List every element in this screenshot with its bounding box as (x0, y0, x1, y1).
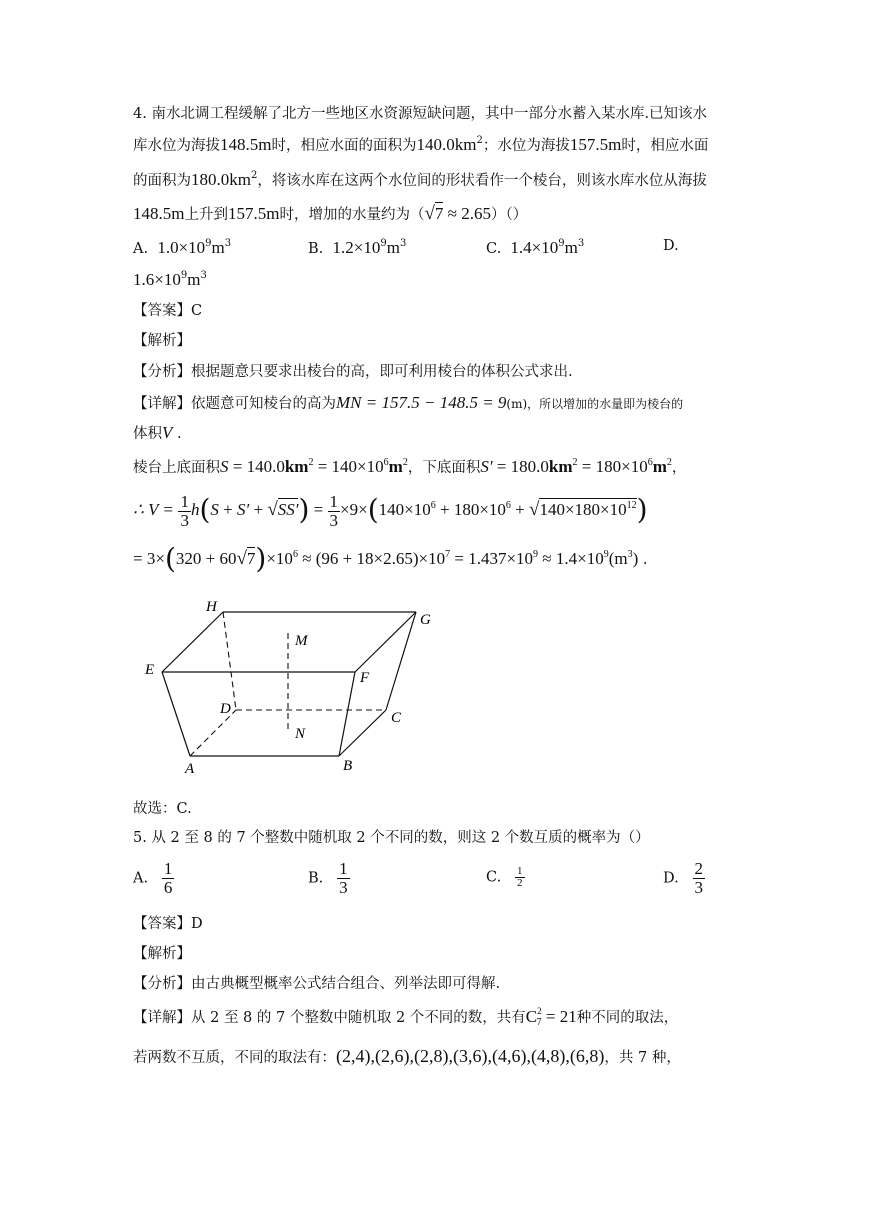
q4-line3: 的面积为$180.0km^2$，将该水库在这两个水位间的形状看作一个棱台，则该水库水位从海拔 (133, 170, 707, 189)
q5-analysis-heading: 【解析】 (133, 946, 191, 962)
label-A: A (185, 761, 195, 777)
label-M: M (295, 633, 308, 649)
q5-stem: 5. 从 2 至 8 的 7 个整数中随机取 2 个不同的数，则这 2 个数互质的概率为（） (133, 830, 650, 846)
q4-xiangjie-2: 体积V . (133, 423, 182, 442)
q4-volume-result: = $3\times(320 + 60√7)\times 10^6 \approx (96 + 18\times 2.65)\times 10^7 = 1.437\times 10^9 \approx 1.4\times 10^9(m^3)$ . (133, 542, 648, 575)
q4-option-b: B. $1.2\times 10^9m^3$ (308, 238, 407, 257)
q4-fenxi: 【分析】根据题意只要求出棱台的高，即可利用棱台的体积公式求出. (133, 364, 573, 380)
q5-fenxi: 【分析】由古典概型概率公式结合组合、列举法即可得解. (133, 976, 501, 992)
q4-option-d: D. (663, 238, 679, 254)
label-F: F (360, 670, 370, 686)
q5-option-b: B. $\frac{1}{3}$ (308, 859, 348, 897)
label-E: E (145, 662, 155, 678)
q5-option-d: D. $\frac{2}{3}$ (663, 859, 704, 897)
edge-HD (223, 612, 236, 710)
q4-xiangjie: 【详解】依题意可知棱台的高为MN = 157.5 − 148.5 = 9(m)，所以增加的水量即为棱台的 (133, 393, 684, 412)
label-H: H (206, 599, 217, 615)
label-D: D (220, 701, 231, 717)
q5-option-c: C. $\frac{1}{2}$ (486, 865, 523, 889)
q4-line4: 148.5m上升到157.5m时，增加的水量约为（√7 ≈ 2.65）（） (133, 203, 528, 224)
q4-line2: 库水位为海拔148.5m时，相应水面的面积为$140.0km^2$；水位为海拔157.5m时，相应水面 (133, 135, 709, 154)
frustum-figure (140, 595, 440, 785)
q4-areas: 棱台上底面积$S = 140.0km^2 = 140\times 10^6m^2$，下底面积$S' = 180.0km^2 = 180\times 10^6m^2$， (133, 457, 687, 476)
label-B: B (343, 758, 353, 774)
edge-EA (162, 672, 190, 756)
edge-EH (162, 612, 223, 672)
q5-xiangjie: 【详解】从 2 至 8 的 7 个整数中随机取 2 个不同的数，共有$C^2_7 = 21$种不同的取法， (133, 1006, 679, 1028)
label-C: C (391, 710, 402, 726)
q4-option-c: C. $1.4\times 10^9m^3$ (486, 238, 585, 257)
q4-option-d-value: $1.6\times 10^9m^3$ (133, 270, 207, 289)
q5-answer: 【答案】D (133, 916, 203, 932)
q4-answer: 【答案】C (133, 303, 203, 319)
q5-option-a: A. $\frac{1}{6}$ (133, 859, 173, 897)
label-N: N (295, 726, 306, 742)
q4-option-a: A. $1.0\times 10^9m^3$ (133, 238, 232, 257)
q5-pairs: 若两数不互质，不同的取法有：(2,4),(2,6),(2,8),(3,6),(4,6),(4,8),(6,8)，共 7 种， (133, 1046, 681, 1066)
q4-conclusion: 故选：C. (133, 801, 192, 817)
q4-volume-formula: ∴ V = $\frac{1}{3}$ h(S + S′ + √SS′) = $\frac{1}{3}$ $\times 9\times(140\times 10^6 + 180\times 10^6 + √140\times 180\times 10^{12})$ (133, 491, 648, 530)
label-G: G (420, 612, 431, 628)
q4-line1: 4. 南水北调工程缓解了北方一些地区水资源短缺问题，其中一部分水蓄入某水库.已知该水 (133, 106, 708, 122)
q4-analysis-heading: 【解析】 (133, 333, 191, 349)
